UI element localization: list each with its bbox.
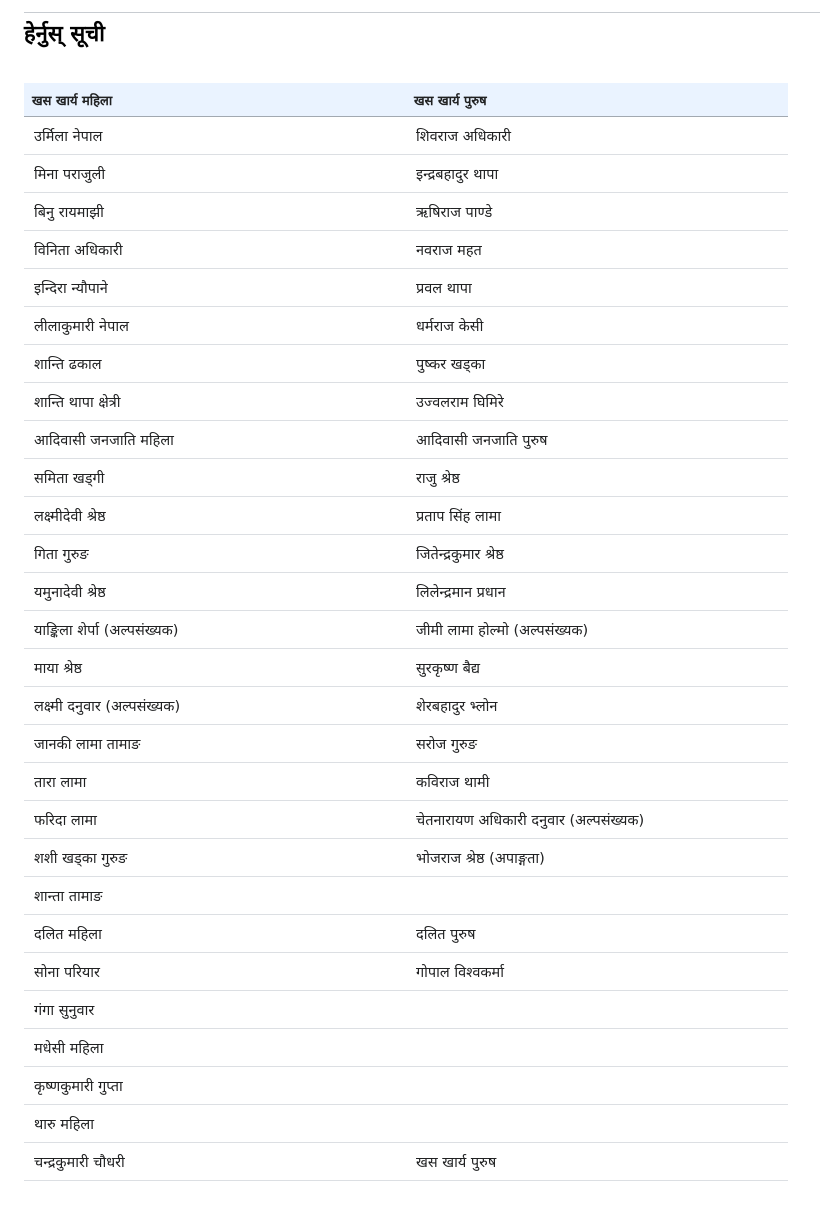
cell-men bbox=[406, 1105, 788, 1143]
table-row bbox=[24, 497, 788, 535]
cell-men: उज्वलराम घिमिरे bbox=[406, 383, 788, 421]
page-title: हेर्नुस् सूची bbox=[24, 22, 105, 47]
table-row bbox=[24, 459, 788, 497]
cell-men: सरोज गुरुङ bbox=[406, 725, 788, 763]
cell-women: लक्ष्मी दनुवार (अल्पसंख्यक) bbox=[24, 687, 406, 725]
cell-men: ऋषिराज पाण्डे bbox=[406, 193, 788, 231]
cell-men: इन्द्रबहादुर थापा bbox=[406, 155, 788, 193]
cell-women: याङ्किला शेर्पा (अल्पसंख्यक) bbox=[24, 611, 406, 649]
table-row bbox=[24, 421, 788, 459]
cell-men bbox=[406, 877, 788, 915]
cell-women: विनिता अधिकारी bbox=[24, 231, 406, 269]
table-row bbox=[24, 155, 788, 193]
cell-men: लिलेन्द्रमान प्रधान bbox=[406, 573, 788, 611]
cell-women: लक्ष्मीदेवी श्रेष्ठ bbox=[24, 497, 406, 535]
table-body bbox=[24, 117, 788, 1181]
cell-men: गोपाल विश्वकर्मा bbox=[406, 953, 788, 991]
cell-men bbox=[406, 991, 788, 1029]
table-row bbox=[24, 535, 788, 573]
cell-women: सोना परियार bbox=[24, 953, 406, 991]
cell-men: नवराज महत bbox=[406, 231, 788, 269]
cell-women: मिना पराजुली bbox=[24, 155, 406, 193]
table-row bbox=[24, 231, 788, 269]
cell-men: सुरकृष्ण बैद्य bbox=[406, 649, 788, 687]
table-header-row bbox=[24, 83, 788, 117]
table-row bbox=[24, 915, 788, 953]
candidate-table bbox=[24, 83, 788, 1181]
column-header-men: खस खार्य पुरुष bbox=[406, 83, 788, 117]
table-row bbox=[24, 193, 788, 231]
cell-women: मधेसी महिला bbox=[24, 1029, 406, 1067]
cell-men: कविराज थामी bbox=[406, 763, 788, 801]
cell-men: खस खार्य पुरुष bbox=[406, 1143, 788, 1181]
column-header-women: खस खार्य महिला bbox=[24, 83, 406, 117]
table-row bbox=[24, 801, 788, 839]
cell-men: प्रवल थापा bbox=[406, 269, 788, 307]
cell-women: लीलाकुमारी नेपाल bbox=[24, 307, 406, 345]
top-divider bbox=[24, 12, 820, 13]
table-row bbox=[24, 839, 788, 877]
cell-women: दलित महिला bbox=[24, 915, 406, 953]
cell-men: जीमी लामा होल्मो (अल्पसंख्यक) bbox=[406, 611, 788, 649]
cell-men: जितेन्द्रकुमार श्रेष्ठ bbox=[406, 535, 788, 573]
cell-men: शेरबहादुर भ्लोन bbox=[406, 687, 788, 725]
cell-men: चेतनारायण अधिकारी दनुवार (अल्पसंख्यक) bbox=[406, 801, 788, 839]
table-row bbox=[24, 383, 788, 421]
cell-women: आदिवासी जनजाति महिला bbox=[24, 421, 406, 459]
cell-women: शान्ति ढकाल bbox=[24, 345, 406, 383]
cell-women: शान्ति थापा क्षेत्री bbox=[24, 383, 406, 421]
table-row bbox=[24, 877, 788, 915]
cell-women: चन्द्रकुमारी चौधरी bbox=[24, 1143, 406, 1181]
table-row bbox=[24, 763, 788, 801]
table-row bbox=[24, 611, 788, 649]
cell-women: तारा लामा bbox=[24, 763, 406, 801]
table-row bbox=[24, 725, 788, 763]
table-row bbox=[24, 991, 788, 1029]
table-row bbox=[24, 687, 788, 725]
cell-women: बिनु रायमाझी bbox=[24, 193, 406, 231]
cell-women: समिता खड्गी bbox=[24, 459, 406, 497]
table-row bbox=[24, 649, 788, 687]
table-row bbox=[24, 307, 788, 345]
table-row bbox=[24, 269, 788, 307]
cell-women: गंगा सुनुवार bbox=[24, 991, 406, 1029]
cell-women: उर्मिला नेपाल bbox=[24, 117, 406, 155]
table-row bbox=[24, 1143, 788, 1181]
cell-men: धर्मराज केसी bbox=[406, 307, 788, 345]
cell-men: पुष्कर खड्का bbox=[406, 345, 788, 383]
cell-women: जानकी लामा तामाङ bbox=[24, 725, 406, 763]
cell-women: शान्ता तामाङ bbox=[24, 877, 406, 915]
cell-men: आदिवासी जनजाति पुरुष bbox=[406, 421, 788, 459]
cell-women: माया श्रेष्ठ bbox=[24, 649, 406, 687]
table-row bbox=[24, 345, 788, 383]
cell-men: भोजराज श्रेष्ठ (अपाङ्गता) bbox=[406, 839, 788, 877]
cell-women: शशी खड्का गुरुङ bbox=[24, 839, 406, 877]
cell-men: दलित पुरुष bbox=[406, 915, 788, 953]
cell-men bbox=[406, 1029, 788, 1067]
cell-women: गिता गुरुङ bbox=[24, 535, 406, 573]
table-row bbox=[24, 953, 788, 991]
table-row bbox=[24, 1029, 788, 1067]
cell-men: प्रताप सिंह लामा bbox=[406, 497, 788, 535]
cell-men: शिवराज अधिकारी bbox=[406, 117, 788, 155]
cell-women: यमुनादेवी श्रेष्ठ bbox=[24, 573, 406, 611]
table-row bbox=[24, 573, 788, 611]
cell-men bbox=[406, 1067, 788, 1105]
cell-men: राजु श्रेष्ठ bbox=[406, 459, 788, 497]
table-row bbox=[24, 1067, 788, 1105]
cell-women: फरिदा लामा bbox=[24, 801, 406, 839]
table-row bbox=[24, 1105, 788, 1143]
cell-women: कृष्णकुमारी गुप्ता bbox=[24, 1067, 406, 1105]
cell-women: इन्दिरा न्यौपाने bbox=[24, 269, 406, 307]
table-row bbox=[24, 117, 788, 155]
cell-women: थारु महिला bbox=[24, 1105, 406, 1143]
